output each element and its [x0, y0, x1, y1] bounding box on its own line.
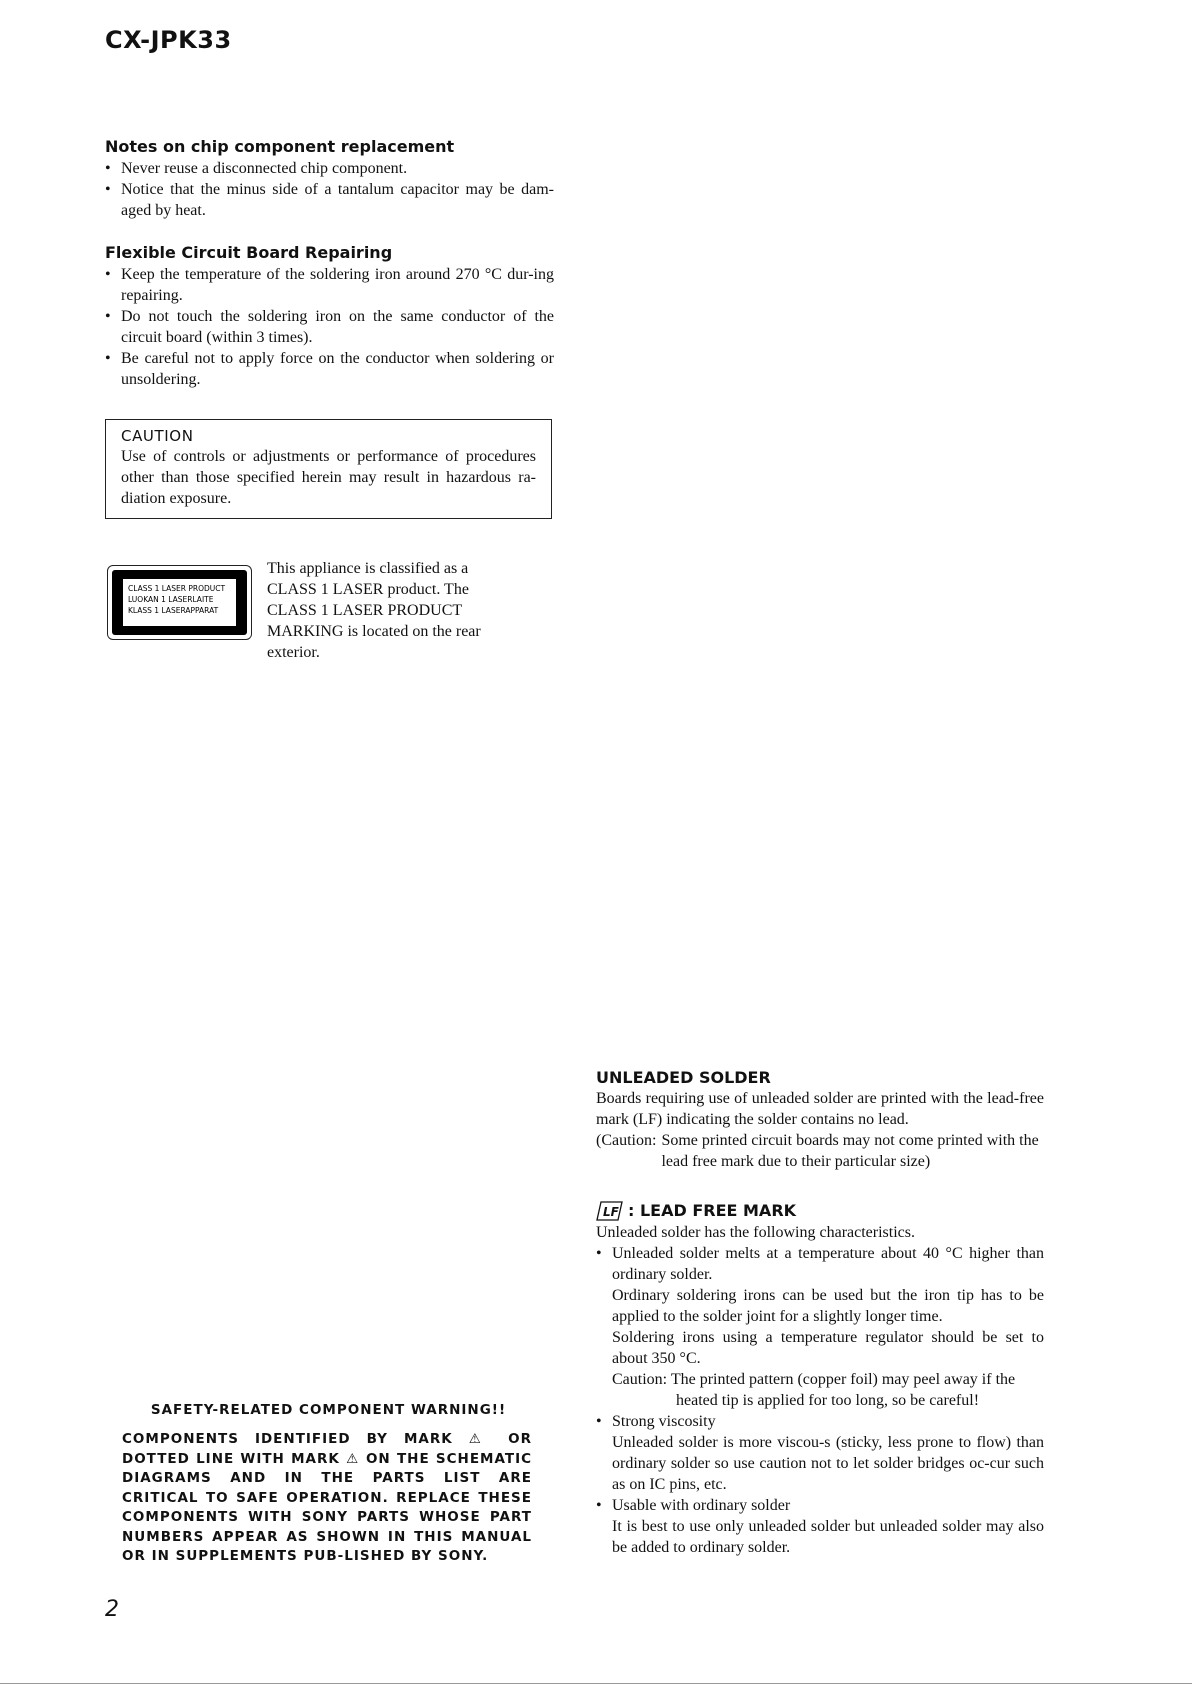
laser-label-line: KLASS 1 LASERAPPARAT [128, 606, 219, 615]
lead-free-item [596, 1495, 1044, 1558]
lead-free-section [596, 1200, 1044, 1558]
lead-free-caution: Caution: The printed pattern (copper foil) may peel away if the heated tip is applied for too long, so be careful! [612, 1371, 1016, 1409]
lead-free-item-head: • Usable with ordinary solder [612, 1497, 791, 1514]
lead-free-item-text: Ordinary soldering irons can be used but the iron tip has to be applied to the solder joint for a slightly longer time. [612, 1287, 1044, 1325]
caution-body: Use of controls or adjustments or performance of procedures other than those specified herein may result in hazardous ra-diation exposure. [121, 448, 536, 507]
lead-free-item-text: Soldering irons using a temperature regulator should be set to about 350 °C. [612, 1329, 1044, 1367]
flex-repair-item: • Keep the temperature of the soldering iron around 270 °C dur-ing repairing. [105, 264, 554, 306]
laser-class-label [107, 565, 252, 640]
page-number: 2 [105, 1597, 119, 1622]
safety-warning-body [122, 1430, 532, 1567]
laser-label-line: LUOKAN 1 LASERLAITE [128, 595, 214, 604]
warning-triangle-icon: ⚠ [346, 1450, 360, 1467]
unleaded-caution-text: Some printed circuit boards may not come printed with the lead free mark due to their particular size) [661, 1132, 1039, 1170]
unleaded-title: UNLEADED SOLDER [596, 1068, 771, 1087]
lead-free-title: : LEAD FREE MARK [628, 1201, 797, 1220]
flex-repair-title: Flexible Circuit Board Repairing [105, 243, 393, 262]
caution-box [105, 419, 552, 519]
flex-repair-item: • Do not touch the soldering iron on the same conductor of the circuit board (within 3 times). [105, 306, 554, 348]
lead-free-mark-icon [596, 1200, 624, 1222]
unleaded-body: Boards requiring use of unleaded solder are printed with the lead-free mark (LF) indicating the solder contains no lead. [596, 1090, 1044, 1128]
laser-label-line: CLASS 1 LASER PRODUCT [128, 584, 226, 593]
unleaded-caution-label: (Caution: [596, 1132, 657, 1149]
safety-text: OR DOTTED LINE WITH MARK [122, 1431, 533, 1467]
unleaded-solder-section [596, 1068, 1044, 1172]
flex-repair-item: • Be careful not to apply force on the conductor when soldering or unsoldering. [105, 348, 554, 390]
flex-board-repair [105, 243, 554, 390]
lead-free-item-head: • Unleaded solder melts at a temperature about 40 °C higher than ordinary solder. [612, 1245, 1044, 1283]
svg-text:LF: LF [603, 1205, 619, 1219]
lead-free-item-head: • Strong viscosity [612, 1413, 716, 1430]
lead-free-intro: Unleaded solder has the following characteristics. [596, 1224, 915, 1241]
lead-free-item-text: Unleaded solder is more viscou-s (sticky, less prone to flow) than ordinary solder so use caution not to let solder bridges oc-cur such as on IC pins, etc. [612, 1434, 1044, 1493]
safety-text: COMPONENTS IDENTIFIED BY MARK [122, 1431, 453, 1447]
laser-classification-text: This appliance is classified as a CLASS 1 LASER product. The CLASS 1 LASER PRODUCT MARKING is located on the rear exterior. [267, 560, 481, 661]
chip-replacement-notes [105, 137, 554, 221]
chip-notes-title: Notes on chip component replacement [105, 137, 455, 156]
chip-note-item: • Notice that the minus side of a tantalum capacitor may be dam-aged by heat. [105, 179, 554, 221]
caution-title: CAUTION [121, 427, 194, 445]
model-title: CX-JPK33 [105, 26, 232, 54]
warning-triangle-icon: ⚠ [468, 1431, 493, 1447]
lead-free-item [596, 1411, 1044, 1495]
lead-free-item [596, 1243, 1044, 1411]
bottom-rule [0, 1683, 1192, 1684]
chip-note-item: • Never reuse a disconnected chip component. [105, 158, 554, 179]
safety-warning-title: SAFETY-RELATED COMPONENT WARNING!! [150, 1402, 507, 1418]
lead-free-item-text: It is best to use only unleaded solder but unleaded solder may also be added to ordinary solder. [612, 1518, 1044, 1556]
safety-text: ON THE SCHEMATIC DIAGRAMS AND IN THE PARTS LIST ARE CRITICAL TO SAFE OPERATION. REPLACE THESE COMPONENTS WITH SONY PARTS WHOSE PART NUMBERS APPEAR AS SHOWN IN THIS MANUAL OR IN SUPPLEMENTS PUB-LISHED BY SONY. [122, 1450, 533, 1564]
